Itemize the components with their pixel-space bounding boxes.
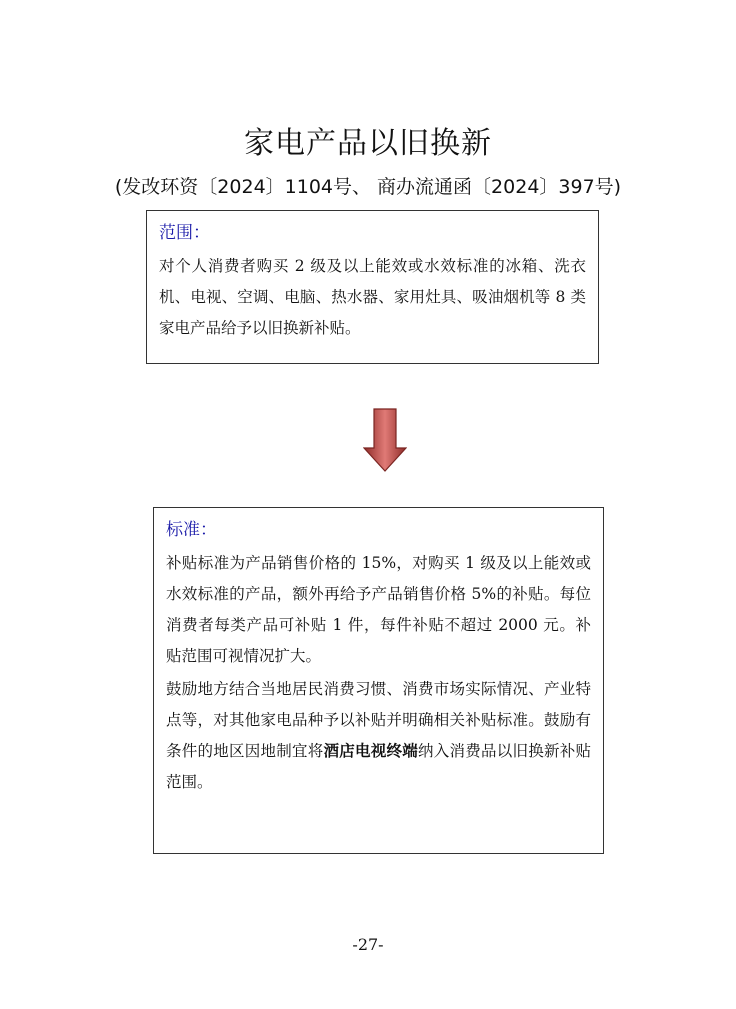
standard-box — [153, 507, 604, 854]
hotel-tv-terminal-emphasis: 酒店电视终端 — [323, 742, 418, 760]
standard-heading: 标准： — [166, 520, 217, 540]
scope-box — [146, 210, 599, 364]
standard-paragraph-2 — [166, 674, 591, 798]
standard-paragraph-2-ending: 纳入消费品以旧换新补贴范围。 — [166, 742, 591, 791]
standard-paragraph-1: 补贴标准为产品销售价格的 15%，对购买 1 级及以上能效或水效标准的产品，额外再给予产品销售价格 5%的补贴。每位消费者每类产品可补贴 1 件，每件补贴不超过 2000 元。补贴范围可视情况扩大。 — [166, 554, 591, 665]
scope-heading: 范围： — [159, 223, 210, 243]
policy-references: (发改环资〔2024〕1104号、 商办流通函〔2024〕397号) — [114, 176, 622, 198]
page-title: 家电产品以旧换新 — [244, 126, 492, 161]
page-number: -27- — [352, 935, 384, 954]
down-arrow-icon — [363, 408, 407, 472]
standard-paragraph-2-text: 鼓励地方结合当地居民消费习惯、消费市场实际情况、产业特点等，对其他家电品种予以补贴并明确相关补贴标准。鼓励有条件的地区因地制宜将 — [166, 680, 591, 760]
scope-text: 对个人消费者购买 2 级及以上能效或水效标准的冰箱、洗衣机、电视、空调、电脑、热水器、家用灶具、吸油烟机等 8 类家电产品给予以旧换新补贴。 — [159, 257, 586, 337]
